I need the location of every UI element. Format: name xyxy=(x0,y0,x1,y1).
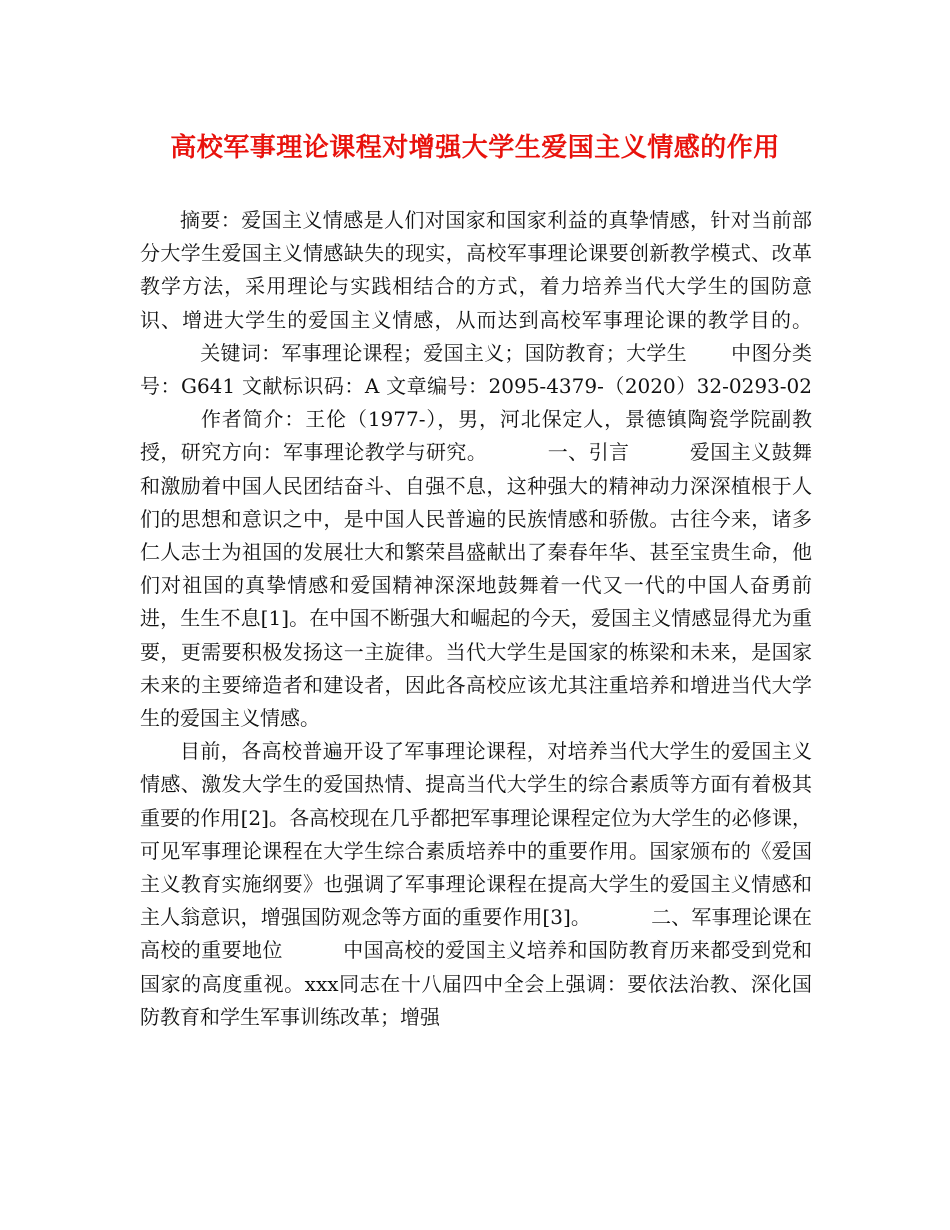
abstract-paragraph xyxy=(140,204,812,735)
document-body xyxy=(140,204,812,1034)
section1-heading: 一、引言 xyxy=(547,440,630,465)
paragraph-2-text: 目前，各高校普遍开设了军事理论课程，对培养当代大学生的爱国主义情感、激发大学生的爱国热情、提高当代大学生的综合素质等方面有着极其重要的作用[2]。各高校现在几乎都把军事理论课程定位为大学生的必修课，可见军事理论课程在大学生综合素质培养中的重要作用。国家颁布的《爱国主义教育实施纲要》也强调了军事理论课程在提高大学生的爱国主义情感和主人翁意识，增强国防观念等方面的重要作用[3]。 xyxy=(140,739,812,930)
paragraph-2 xyxy=(140,735,812,1034)
document-title: 高校军事理论课程对增强大学生爱国主义情感的作用 xyxy=(170,133,780,163)
section2-heading: 二、军事理论课在高校的重要地位 xyxy=(140,905,812,963)
classification-text: 中图分类号：G641 文献标识码：A 文章编号：2095-4379-（2020）32-0293-02 xyxy=(140,340,813,399)
abstract-text: 摘要：爱国主义情感是人们对国家和国家利益的真挚情感，针对当前部分大学生爱国主义情感缺失的现实，高校军事理论课要创新教学模式、改革教学方法，采用理论与实践相结合的方式，着力培养当代大学生的国防意识、增进大学生的爱国主义情感，从而达到高校军事理论课的教学目的。 xyxy=(140,208,812,332)
section2-text: 中国高校的爱国主义培养和国防教育历来都受到党和国家的高度重视。xxx同志在十八届四中全会上强调：要依法治教、深化国防教育和学生军事训练改革；增强 xyxy=(140,938,813,1029)
author-intro-text: 作者简介：王伦（1977-），男，河北保定人，景德镇陶瓷学院副教授，研究方向：军事理论教学与研究。 xyxy=(140,407,812,465)
keywords-text: 关键词：军事理论课程；爱国主义；国防教育；大学生 xyxy=(200,340,687,365)
section1-text: 爱国主义鼓舞和激励着中国人民团结奋斗、自强不息，这种强大的精神动力深深植根于人们的思想和意识之中，是中国人民普遍的民族情感和骄傲。古往今来，诸多仁人志士为祖国的发展壮大和繁荣昌盛献出了秦春年华、甚至宝贵生命，他们对祖国的真挚情感和爱国精神深深地鼓舞着一代又一代的中国人奋勇前进，生生不息[1]。在中国不断强大和崛起的今天，爱国主义情感显得尤为重要，更需要积极发扬这一主旋律。当代大学生是国家的栋梁和未来，是国家未来的主要缔造者和建设者，因此各高校应该尤其注重培养和增进当代大学生的爱国主义情感。 xyxy=(140,440,813,731)
